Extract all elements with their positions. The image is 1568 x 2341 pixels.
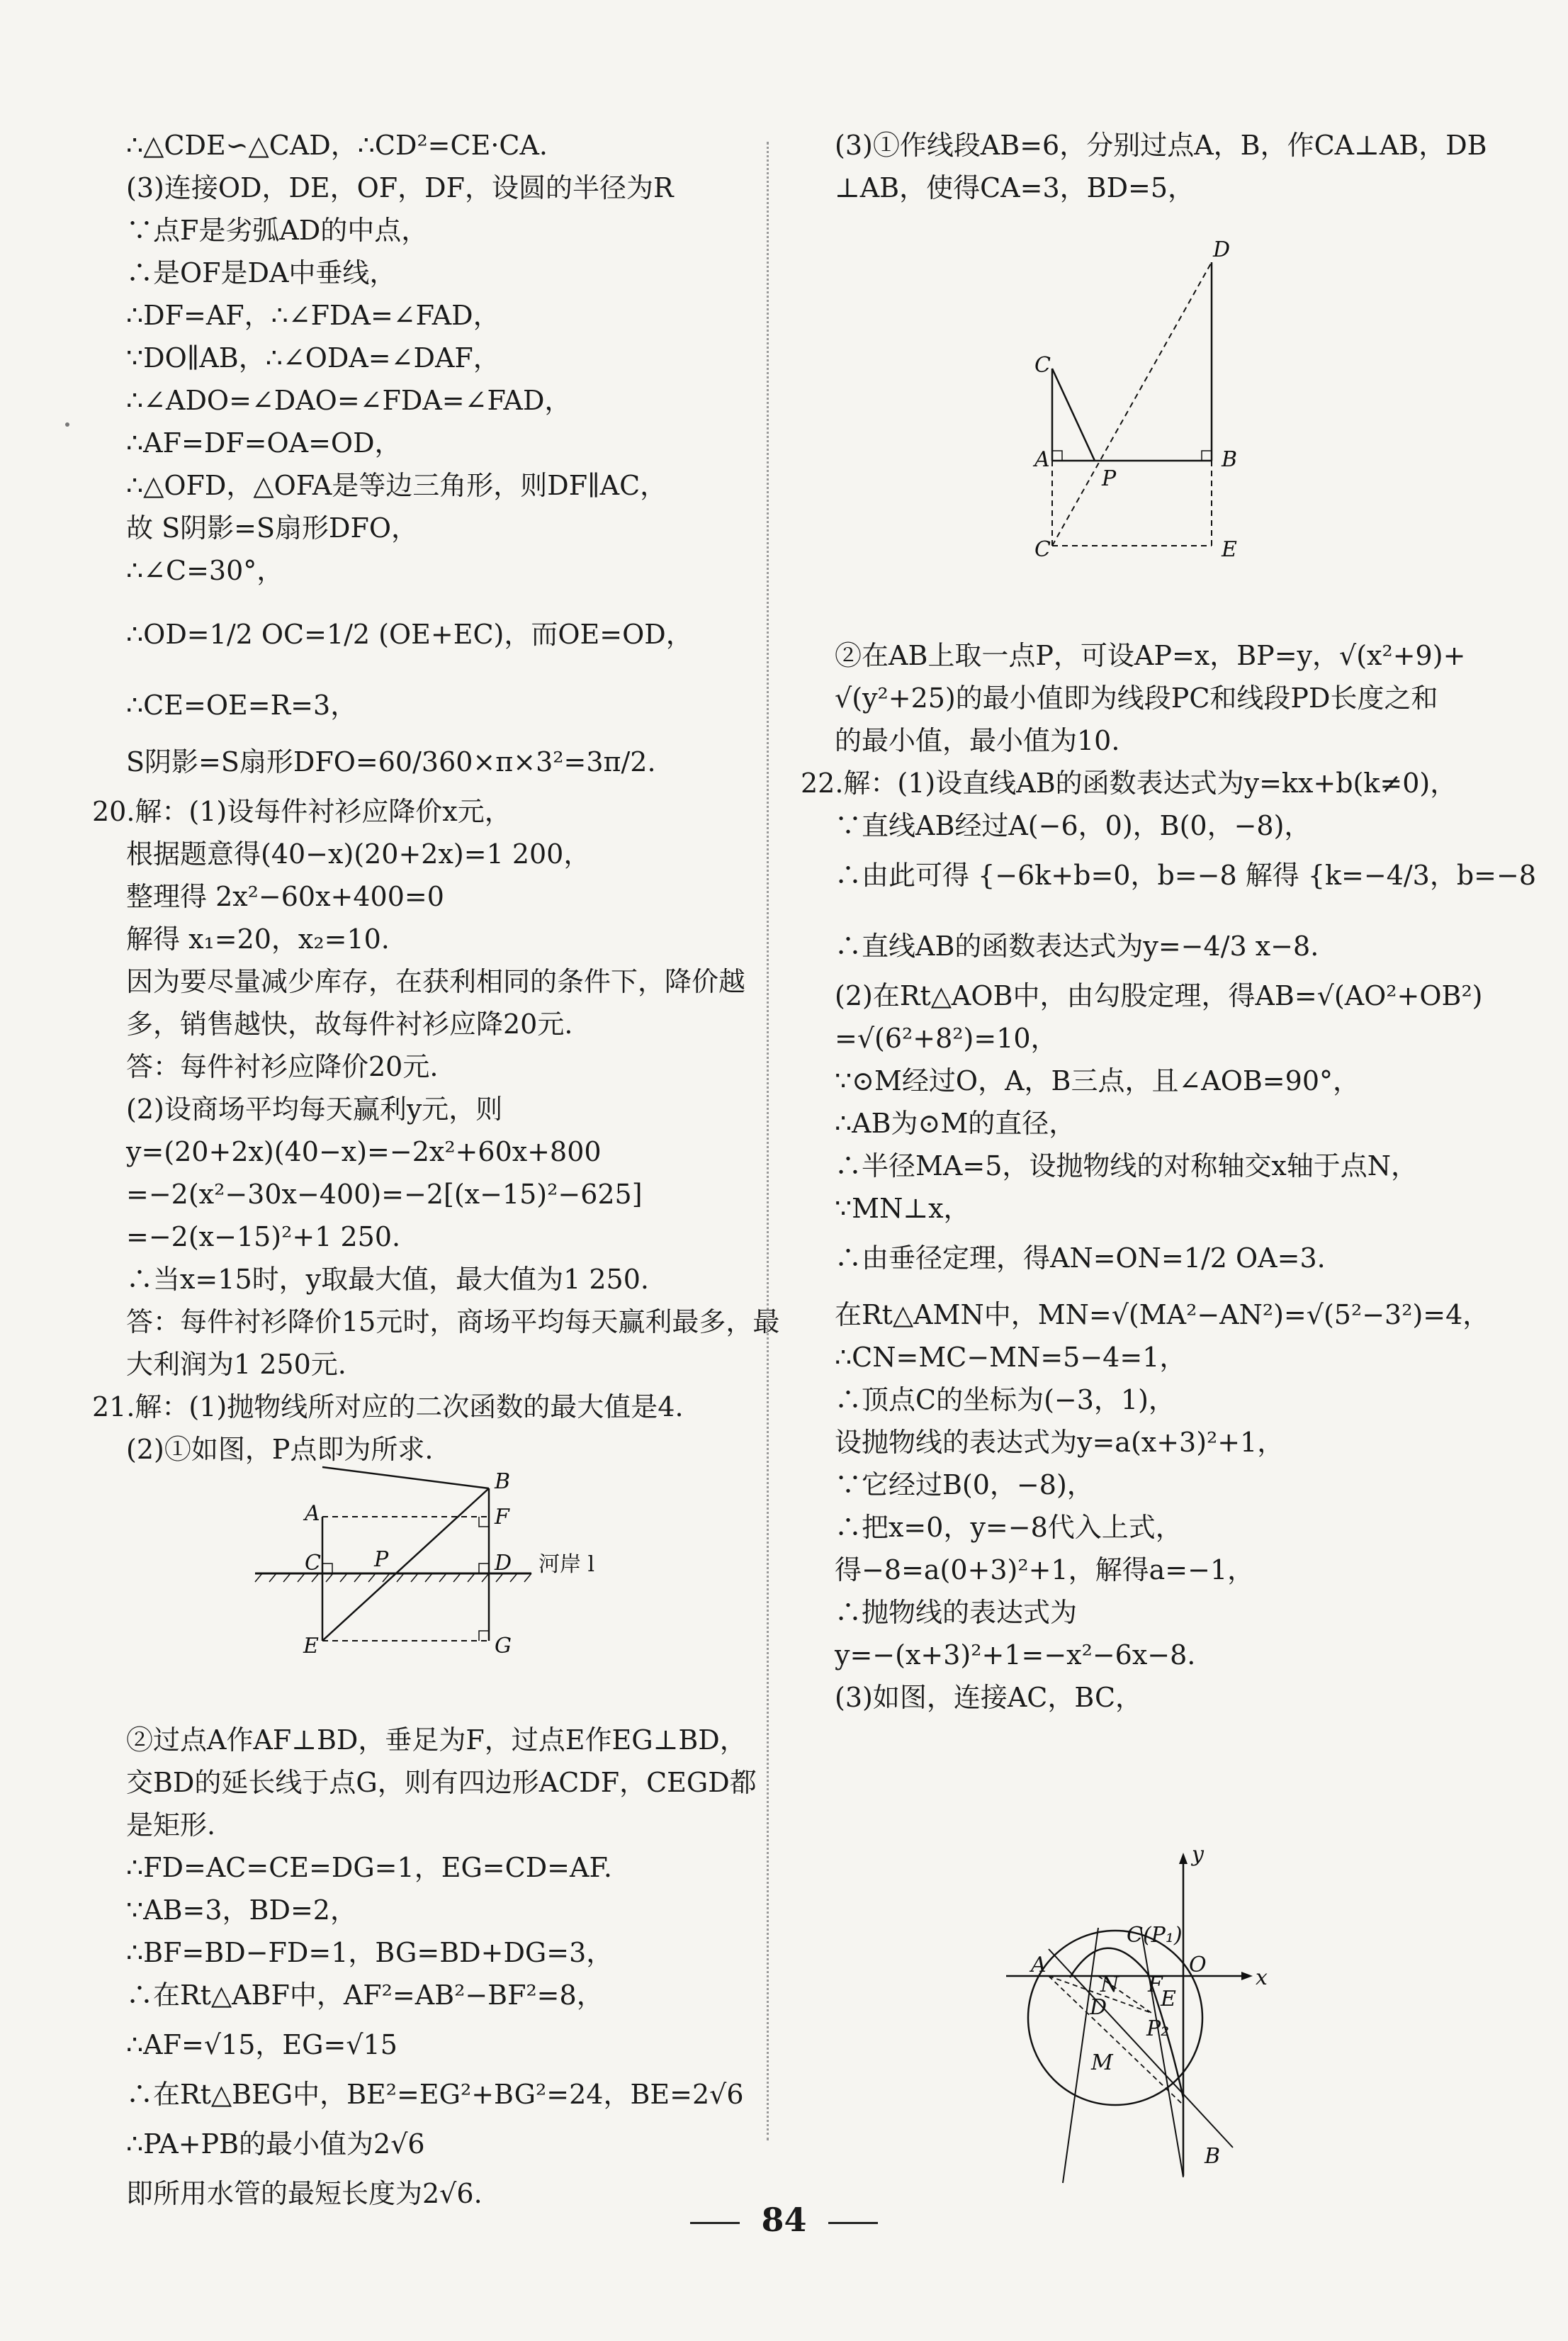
label-e: E: [1222, 537, 1237, 562]
y-axis-arrow: [1179, 1853, 1188, 1864]
left-column-line: ∴CE=OE=R=3，: [126, 690, 358, 721]
right-column-line: ②在AB上取一点P，可设AP=x，BP=y，√(x²+9)+: [835, 640, 1466, 671]
segment-cp: [1052, 369, 1095, 461]
left-column-line: (2)①如图，P点即为所求.: [126, 1434, 434, 1465]
right-column-line: (3)①作线段AB=6，分别过点A，B，作CA⊥AB，DB: [835, 130, 1487, 161]
left-column-line: ∴∠ADO=∠DAO=∠FDA=∠FAD，: [126, 385, 572, 416]
label-b: B: [1205, 2144, 1221, 2169]
left-column-line: ∴△OFD，△OFA是等边三角形，则DF∥AC，: [126, 470, 667, 501]
left-column-line: 多，销售越快，故每件衬衫应降20元.: [126, 1009, 573, 1040]
right-column-line: ∴直线AB的函数表达式为y=−4/3 x−8.: [835, 931, 1319, 962]
x-axis-arrow: [1241, 1972, 1253, 1980]
right-column-line: ∴把x=0，y=−8代入上式，: [835, 1512, 1183, 1543]
label-c-p1: C(P₁): [1127, 1923, 1183, 1948]
page-number-dash-left: [690, 2222, 740, 2224]
figure-river-diagram: [255, 1467, 624, 1666]
right-angle-marks: [1052, 451, 1212, 461]
right-angle-marks: [322, 1517, 489, 1641]
label-c: C: [305, 1551, 321, 1576]
left-column-line: ∴在Rt△ABF中，AF²=AB²−BF²=8，: [126, 1980, 604, 2011]
left-column-line: ∵AB=3，BD=2，: [126, 1894, 357, 1926]
left-column-line: =−2(x²−30x−400)=−2[(x−15)²−625]: [126, 1179, 643, 1210]
circle-m: [1028, 1931, 1202, 2105]
label-c-prime: C: [1034, 537, 1051, 562]
page-number-dash-right: [828, 2222, 878, 2224]
left-column-line: S阴影=S扇形DFO=60/360×π×3²=3π/2.: [126, 746, 656, 777]
right-column-line: ∴CN=MC−MN=5−4=1，: [835, 1342, 1187, 1373]
left-column-line: ∴当x=15时，y取最大值，最大值为1 250.: [126, 1264, 649, 1295]
left-column-line: ∴PA+PB的最小值为2√6: [126, 2128, 425, 2160]
left-column-line: 答：每件衬衫应降价20元.: [126, 1051, 439, 1082]
label-p2: P₂: [1146, 2016, 1170, 2041]
label-p: P: [1102, 466, 1117, 491]
label-f: F: [495, 1505, 509, 1529]
label-d: D: [495, 1551, 512, 1576]
label-e: E: [303, 1634, 319, 1658]
right-column-line: (3)如图，连接AC，BC，: [835, 1682, 1143, 1713]
right-column-line: ∴抛物线的表达式为: [835, 1597, 1078, 1628]
left-column-line: 整理得 2x²−60x+400=0: [126, 881, 444, 912]
left-column-line: 21.解：(1)抛物线所对应的二次函数的最大值是4.: [92, 1391, 684, 1422]
label-y: y: [1192, 1842, 1204, 1867]
left-column-line: ∴OD=1/2 OC=1/2 (OE+EC)，而OE=OD，: [126, 619, 693, 650]
right-column-line: ∴半径MA=5，设抛物线的对称轴交x轴于点N，: [835, 1150, 1418, 1181]
left-column-line: 20.解：(1)设每件衬衫应降价x元，: [92, 796, 512, 827]
left-column-line: 交BD的延长线于点G，则有四边形ACDF，CEGD都: [126, 1767, 757, 1798]
label-c: C: [1034, 353, 1051, 378]
right-column-line: √(y²+25)的最小值即为线段PC和线段PD长度之和: [835, 683, 1438, 714]
label-o: O: [1189, 1953, 1207, 1977]
left-column-line: 答：每件衬衫降价15元时，商场平均每天赢利最多，最: [126, 1306, 780, 1337]
segment-ab: [322, 1467, 489, 1488]
left-column-line: ∴BF=BD−FD=1，BG=BD+DG=3，: [126, 1937, 614, 1968]
label-f: F: [1148, 1972, 1163, 1997]
label-e: E: [1161, 1987, 1176, 2011]
right-column-line: 22.解：(1)设直线AB的函数表达式为y=kx+b(k≠0)，: [801, 768, 1457, 799]
left-column-line: y=(20+2x)(40−x)=−2x²+60x+800: [126, 1136, 602, 1167]
label-a: A: [305, 1501, 320, 1526]
right-column-line: ∵它经过B(0，−8)，: [835, 1469, 1094, 1500]
line-c-b: [1141, 1928, 1183, 2177]
right-column-line: ∵直线AB经过A(−6，0)，B(0，−8)，: [835, 810, 1312, 841]
left-column-line: ∴在Rt△BEG中，BE²=EG²+BG²=24，BE=2√6: [126, 2079, 744, 2110]
figure-circle-diagram: [999, 1842, 1297, 2183]
river-hatching: [255, 1573, 531, 1582]
left-column-line: 根据题意得(40−x)(20+2x)=1 200，: [126, 838, 591, 870]
label-a: A: [1031, 1953, 1047, 1977]
right-column-line: ∴由此可得 {−6k+b=0，b=−8 解得 {k=−4/3，b=−8: [835, 860, 1537, 891]
label-b: B: [495, 1469, 511, 1494]
page-number: [0, 2201, 1568, 2239]
right-column-line: 的最小值，最小值为10.: [835, 725, 1120, 756]
label-b: B: [1222, 447, 1238, 472]
left-column-line: ∴AF=DF=OA=OD，: [126, 427, 402, 459]
label-x: x: [1256, 1965, 1268, 1990]
left-column-line: 故 S阴影=S扇形DFO，: [126, 512, 418, 544]
left-column-line: ②过点A作AF⊥BD，垂足为F，过点E作EG⊥BD，: [126, 1724, 747, 1756]
label-a: A: [1034, 447, 1050, 472]
left-column-line: ∴是OF是DA中垂线，: [126, 257, 397, 288]
figure-segment-diagram: [1034, 237, 1247, 567]
left-column-line: (3)连接OD，DE，OF，DF，设圆的半径为R: [126, 172, 674, 203]
segment-be: [322, 1488, 489, 1641]
right-column-line: ∵⊙M经过O，A，B三点，且∠AOB=90°，: [835, 1065, 1360, 1096]
label-g: G: [495, 1634, 512, 1658]
stray-mark: [65, 422, 69, 427]
label-m: M: [1091, 2050, 1113, 2075]
left-column-line: 解得 x₁=20，x₂=10.: [126, 924, 390, 955]
left-column-line: =−2(x−15)²+1 250.: [126, 1221, 401, 1252]
left-column-line: ∴AF=√15，EG=√15: [126, 2029, 397, 2060]
right-column-line: ∴由垂径定理，得AN=ON=1/2 OA=3.: [835, 1242, 1326, 1274]
left-column-line: 大利润为1 250元.: [126, 1349, 346, 1380]
left-column-line: 是矩形.: [126, 1809, 216, 1841]
segment-c-prime-d: [1052, 262, 1212, 546]
left-column-line: 因为要尽量减少库存，在获利相同的条件下，降价越: [126, 966, 746, 997]
right-column-line: 在Rt△AMN中，MN=√(MA²−AN²)=√(5²−3²)=4，: [835, 1299, 1490, 1330]
left-column-line: ∵点F是劣弧AD的中点，: [126, 215, 429, 246]
label-n: N: [1100, 1972, 1119, 1997]
right-column-line: 得−8=a(0+3)²+1，解得a=−1，: [835, 1554, 1255, 1585]
label-d: D: [1090, 1995, 1107, 2020]
label-p: P: [374, 1547, 389, 1572]
river-bank-label: 河岸 l: [538, 1552, 595, 1577]
column-divider: [767, 142, 769, 2140]
left-column-line: ∴DF=AF，∴∠FDA=∠FAD，: [126, 300, 500, 331]
right-column-line: ∴顶点C的坐标为(−3，1)，: [835, 1384, 1175, 1415]
right-column-line: 设抛物线的表达式为y=a(x+3)²+1，: [835, 1427, 1285, 1458]
left-column-line: ∴∠C=30°，: [126, 555, 284, 586]
line-through-a-b: [1049, 1949, 1233, 2148]
label-d: D: [1213, 237, 1231, 262]
right-column-line: ∴AB为⊙M的直径，: [835, 1108, 1076, 1139]
left-column-line: ∴△CDE∽△CAD，∴CD²=CE·CA.: [126, 130, 548, 161]
left-column-line: 即所用水管的最短长度为2√6.: [126, 2178, 483, 2209]
right-column-line: y=−(x+3)²+1=−x²−6x−8.: [835, 1639, 1196, 1671]
right-column-line: =√(6²+8²)=10，: [835, 1023, 1058, 1054]
right-column-line: (2)在Rt△AOB中，由勾股定理，得AB=√(AO²+OB²): [835, 980, 1483, 1011]
left-column-line: ∵DO∥AB，∴∠ODA=∠DAF，: [126, 342, 500, 374]
left-column-line: ∴FD=AC=CE=DG=1，EG=CD=AF.: [126, 1852, 612, 1883]
page-number-text: 84: [761, 2201, 807, 2239]
left-column-line: (2)设商场平均每天赢利y元，则: [126, 1094, 503, 1125]
right-column-line: ⊥AB，使得CA=3，BD=5，: [835, 172, 1195, 203]
right-column-line: ∵MN⊥x，: [835, 1193, 971, 1224]
